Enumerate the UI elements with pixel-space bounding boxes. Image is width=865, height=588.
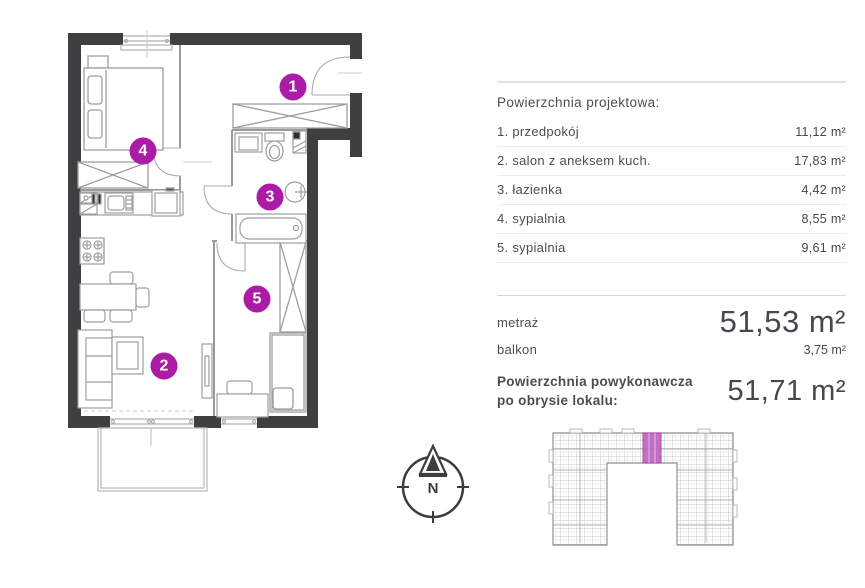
total-area-label: metraż (497, 314, 539, 330)
as-built-area-row (497, 373, 846, 411)
area-table-row (497, 176, 846, 205)
as-built-area-value: 51,71 m² (727, 375, 846, 408)
site-plan-highlighted-unit (643, 433, 661, 463)
area-panel (497, 81, 846, 411)
summary-separator (497, 295, 846, 296)
compass-north-label: N (427, 480, 439, 497)
room-area-value: 9,61 m² (801, 240, 846, 255)
room-area-value: 17,83 m² (794, 153, 846, 168)
room-number-1: 1 (280, 74, 307, 101)
site-plan (549, 429, 737, 545)
room-number-4: 4 (130, 138, 157, 165)
hall-wardrobe (233, 104, 347, 128)
balcony-area-label: balkon (497, 342, 538, 357)
balcony-area-row (497, 342, 846, 357)
bathroom-sink (235, 133, 262, 152)
window-bottom (221, 419, 257, 424)
room-area-value: 4,42 m² (801, 182, 846, 197)
compass-icon (397, 446, 469, 523)
room-area-value: 11,12 m² (795, 124, 846, 139)
bathtub (236, 214, 306, 243)
area-table-row (497, 234, 846, 263)
window-top (121, 30, 172, 58)
room-name: 2. salon z aneksem kuch. (497, 153, 651, 168)
kitchen-counter (80, 188, 183, 216)
room-name: 4. sypialnia (497, 211, 566, 226)
dining-table (80, 272, 149, 322)
balcony-area-value: 3,75 m² (803, 342, 846, 357)
balcony-door (110, 419, 194, 446)
washing-machine (293, 131, 306, 153)
bedroom4-door-arc (153, 148, 181, 176)
bathroom-door-arc (204, 186, 232, 214)
stove (80, 238, 104, 264)
total-area-value: 51,53 m² (719, 304, 846, 339)
area-table-row (497, 118, 846, 147)
room-name: 1. przedpokój (497, 124, 579, 139)
bedroom4-wardrobe (78, 162, 148, 188)
area-table-title: Powierzchnia projektowa: (497, 95, 660, 110)
bedroom5-door-arc (217, 243, 245, 271)
room-number-5: 5 (244, 286, 271, 313)
room-area-value: 8,55 m² (801, 211, 846, 226)
double-bed (84, 56, 163, 150)
room-name: 5. sypialnia (497, 240, 566, 255)
total-area-row (497, 304, 846, 340)
room-number-3: 3 (257, 184, 284, 211)
area-table-row (497, 147, 846, 176)
as-built-area-label: Powierzchnia powykonawcza po obrysie lokalu: (497, 374, 693, 408)
entrance-door-arc (312, 57, 350, 95)
round-basin (285, 182, 307, 202)
room-number-2: 2 (151, 353, 178, 380)
desk (217, 381, 268, 417)
tv-panel (202, 344, 212, 398)
area-table-row (497, 205, 846, 234)
single-bed (270, 333, 306, 412)
toilet (265, 133, 284, 161)
sofa (78, 330, 143, 408)
balcony (98, 428, 207, 491)
bedroom5-wardrobe (280, 242, 306, 332)
room-name: 3. łazienka (497, 182, 563, 197)
